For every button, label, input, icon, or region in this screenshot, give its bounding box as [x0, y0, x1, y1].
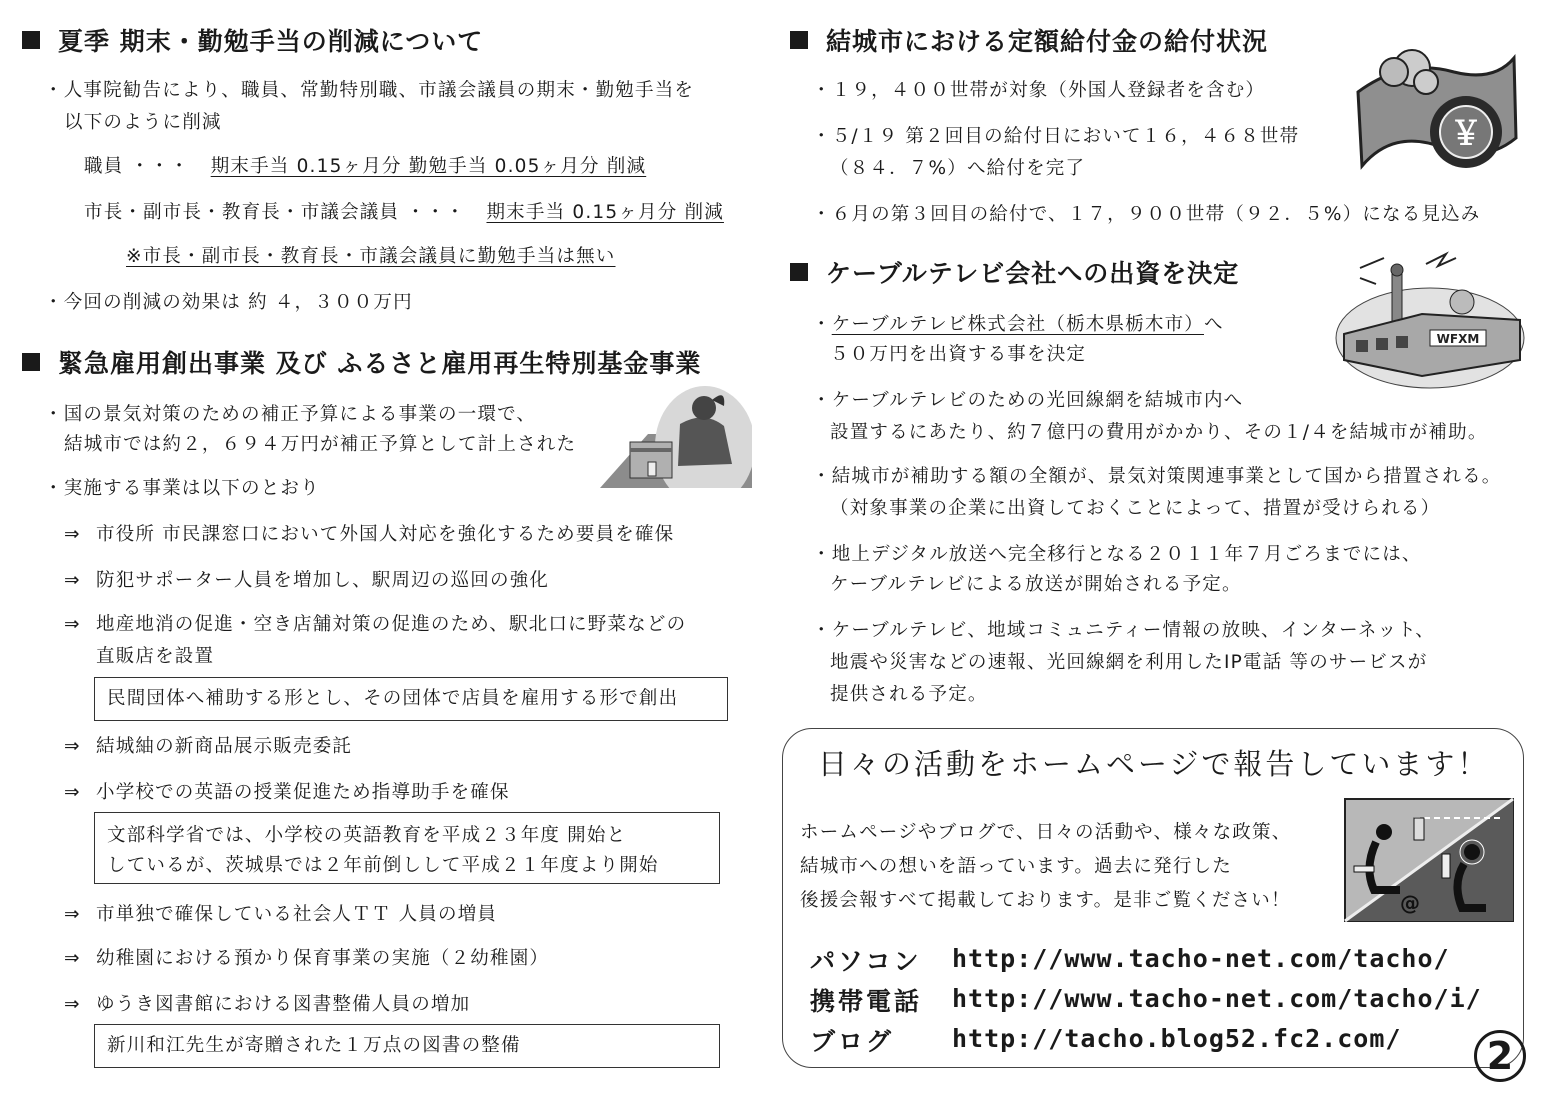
- arrow-icon: ⇒: [64, 904, 81, 925]
- effect-text: ・今回の削減の効果は 約 ４，３００万円: [44, 292, 413, 313]
- list-item-text: 市役所 市民課窓口において外国人対応を強化するため要員を確保: [96, 524, 675, 545]
- list-item: [64, 732, 352, 758]
- paragraph-line: ・人事院勧告により、職員、常勤特別職、市議会議員の期末・勤勉手当を: [44, 80, 695, 101]
- section-heading-employment: [22, 344, 701, 380]
- list-item: [64, 944, 549, 970]
- link-url-blog[interactable]: http://tacho.blog52.fc2.com/: [952, 1024, 1402, 1053]
- bullet-line: （８４．７%）へ給付を完了: [830, 158, 1086, 179]
- bullet-line: （対象事業の企業に出資しておくことによって、措置が受けられる）: [830, 498, 1441, 519]
- homepage-desc-line: 後援会報すべて掲載しております。是非ご覧ください！: [800, 890, 1291, 911]
- bullet-line: ・ケーブルテレビのための光回線網を結城市内へ: [812, 390, 1244, 411]
- row-label: 市長・副市長・教育長・市議会議員 ・・・: [84, 202, 466, 223]
- list-item-text: 幼稚園における預かり保育事業の実施（２幼稚園）: [96, 948, 550, 969]
- square-bullet-icon: [790, 263, 808, 281]
- note-box-text: 新川和江先生が寄贈された１万点の図書の整備: [107, 1035, 521, 1056]
- arrow-icon: ⇒: [64, 524, 81, 545]
- list-item: [64, 566, 549, 592]
- heading-text: ケーブルテレビ会社への出資を決定: [826, 259, 1240, 288]
- homepage-desc-line: ホームページやブログで、日々の活動や、様々な政策、: [800, 822, 1292, 843]
- list-item-text: 結城紬の新商品展示販売委託: [96, 736, 353, 757]
- bullet-line: ・６月の第３回目の給付で、１７，９００世帯（９２．５%）になる見込み: [812, 204, 1481, 225]
- row-value: 期末手当 0.15ヶ月分 削減: [486, 202, 724, 223]
- yen-icon: ￥: [1449, 114, 1483, 152]
- reduction-row-officials: [84, 198, 724, 224]
- link-label-blog: ブログ: [810, 1027, 895, 1056]
- paragraph-line: 結城市では約２，６９４万円が補正予算として計上された: [64, 434, 577, 455]
- row-label: 職員 ・・・: [84, 156, 190, 177]
- yen-banknote-illustration: [1354, 38, 1520, 172]
- link-url-pc[interactable]: http://www.tacho-net.com/tacho/: [952, 944, 1450, 973]
- link-label-pc: パソコン: [810, 947, 922, 976]
- list-item: [64, 610, 686, 636]
- bullet-line: ケーブルテレビによる放送が開始される予定。: [830, 574, 1242, 595]
- link-url-mobile[interactable]: http://www.tacho-net.com/tacho/i/: [952, 984, 1482, 1013]
- section-heading-benefit-status: [790, 22, 1268, 58]
- square-bullet-icon: [22, 353, 40, 371]
- list-item-text: 小学校での英語の授業促進ため指導助手を確保: [96, 782, 510, 803]
- list-item-text: 地産地消の促進・空き店舗対策の促進のため、駅北口に野菜などの: [96, 614, 687, 635]
- arrow-icon: ⇒: [64, 782, 81, 803]
- square-bullet-icon: [22, 31, 40, 49]
- bullet-line: 設置するにあたり、約７億円の費用がかかり、その１/４を結城市が補助。: [830, 422, 1488, 443]
- bullet-line: 地震や災害などの速報、光回線網を利用したIP電話 等のサービスが: [830, 652, 1428, 673]
- note-text: ※市長・副市長・教育長・市議会議員に勤勉手当は無い: [126, 246, 616, 267]
- heading-text: 緊急雇用創出事業 及び ふるさと雇用再生特別基金事業: [58, 349, 702, 378]
- list-item-continuation: 直販店を設置: [96, 646, 215, 667]
- bullet-marker: ・: [812, 314, 832, 335]
- paragraph-line: 以下のように削減: [64, 112, 222, 133]
- at-sign-icon: @: [1400, 891, 1420, 915]
- link-label-mobile: 携帯電話: [810, 987, 923, 1016]
- list-item-text: 市単独で確保している社会人ＴＴ 人員の増員: [96, 904, 498, 925]
- station-sign-text: WFXM: [1436, 332, 1480, 346]
- arrow-icon: ⇒: [64, 994, 81, 1015]
- note-box-text: 民間団体へ補助する形とし、その団体で店員を雇用する形で創出: [107, 688, 679, 709]
- list-item-text: 防犯サポーター人員を増加し、駅周辺の巡回の強化: [96, 570, 550, 591]
- note-box: [94, 1024, 720, 1068]
- bullet-line: ・ケーブルテレビ、地域コミュニティー情報の放映、インターネット、: [812, 620, 1436, 641]
- section-heading-cable-tv: [790, 254, 1239, 290]
- reduction-row-staff: [84, 152, 646, 178]
- note-box: [94, 677, 728, 721]
- homepage-desc-line: 結城市への想いを語っています。過去に発行した: [800, 856, 1232, 877]
- computer-users-illustration: [1344, 798, 1514, 922]
- list-item: [64, 900, 497, 926]
- arrow-icon: ⇒: [64, 736, 81, 757]
- homepage-box-title: 日々の活動をホームページで報告しています！: [818, 747, 1490, 781]
- paragraph-line: ・実施する事業は以下のとおり: [44, 478, 320, 499]
- bullet-line: [812, 310, 1224, 336]
- paragraph-line: ・国の景気対策のための補正予算による事業の一環で、: [44, 404, 537, 425]
- list-item: [64, 778, 510, 804]
- tv-station-illustration: [1330, 244, 1526, 392]
- bullet-suffix: へ: [1203, 314, 1224, 335]
- shop-worker-illustration: [600, 384, 752, 488]
- arrow-icon: ⇒: [64, 948, 81, 969]
- list-item: [64, 520, 674, 546]
- list-item-text: ゆうき図書館における図書整備人員の増加: [96, 994, 471, 1015]
- arrow-icon: ⇒: [64, 570, 81, 591]
- square-bullet-icon: [790, 31, 808, 49]
- note-box-text: しているが、茨城県では２年前倒しして平成２１年度より開始: [107, 855, 659, 876]
- bullet-line: ・１９，４００世帯が対象（外国人登録者を含む）: [812, 80, 1266, 101]
- heading-text: 夏季 期末・勤勉手当の削減について: [58, 27, 484, 56]
- company-name: ケーブルテレビ株式会社（栃木県栃木市）: [831, 314, 1204, 335]
- section-heading-bonus-reduction: [22, 22, 483, 58]
- page-number-badge: 2: [1474, 1030, 1526, 1082]
- heading-text: 結城市における定額給付金の給付状況: [826, 27, 1269, 56]
- arrow-icon: ⇒: [64, 614, 81, 635]
- bullet-line: ・５/１９ 第２回目の給付日において１６，４６８世帯: [812, 126, 1300, 147]
- bullet-line: ５０万円を出資する事を決定: [830, 344, 1087, 365]
- row-value: 期末手当 0.15ヶ月分 勤勉手当 0.05ヶ月分 削減: [210, 156, 647, 177]
- note-box-text: 文部科学省では、小学校の英語教育を平成２３年度 開始と: [107, 825, 627, 846]
- bullet-line: ・結城市が補助する額の全額が、景気対策関連事業として国から措置される。: [812, 466, 1502, 487]
- list-item: [64, 990, 470, 1016]
- bullet-line: ・地上デジタル放送へ完全移行となる２０１１年７月ごろまでには、: [812, 544, 1422, 565]
- bullet-line: 提供される予定。: [830, 684, 988, 705]
- note-box: [94, 812, 720, 884]
